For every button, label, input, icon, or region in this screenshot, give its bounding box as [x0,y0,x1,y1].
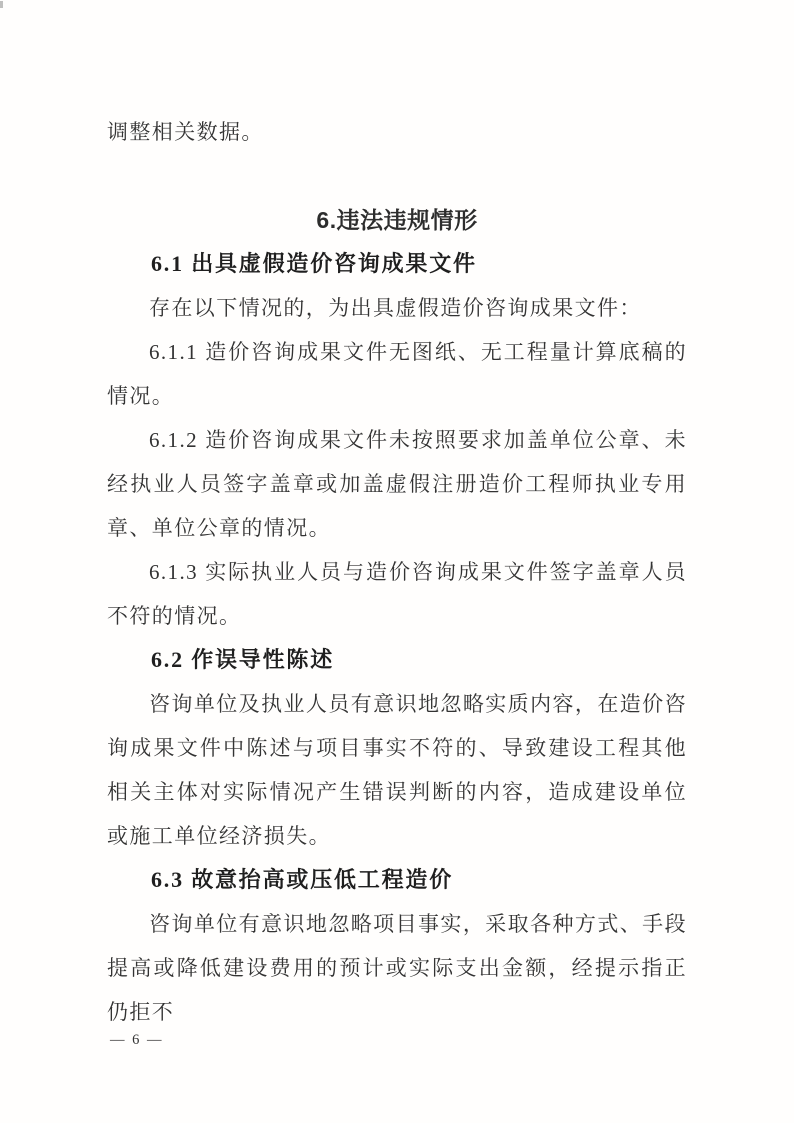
paragraph-6-3: 咨询单位有意识地忽略项目事实，采取各种方式、手段提高或降低建设费用的预计或实际支出金额，经提示指正仍拒不 [107,912,687,1024]
paragraph-6-1-intro: 存在以下情况的，为出具虚假造价咨询成果文件： [149,296,642,320]
paragraph-6-1-3: 6.1.3 实际执业人员与造价咨询成果文件签字盖章人员不符的情况。 [107,560,687,628]
chapter-heading: 6.违法违规情形 [316,207,478,233]
paragraph-6-1-1: 6.1.1 造价咨询成果文件无图纸、无工程量计算底稿的情况。 [107,340,687,408]
section-heading-6-3: 6.3 故意抬高或压低工程造价 [151,867,454,892]
scan-artifact [0,1,3,8]
section-heading-6-2: 6.2 作误导性陈述 [151,647,335,672]
section-heading-6-1: 6.1 出具虚假造价咨询成果文件 [151,251,477,276]
paragraph-intro: 调整相关数据。 [107,120,264,144]
paragraph-6-2: 咨询单位及执业人员有意识地忽略实质内容，在造价咨询成果文件中陈述与项目事实不符的、导致建设工程其他相关主体对实际情况产生错误判断的内容，造成建设单位或施工单位经济损失。 [107,692,687,848]
paragraph-6-1-2: 6.1.2 造价咨询成果文件未按照要求加盖单位公章、未经执业人员签字盖章或加盖虚假注册造价工程师执业专用章、单位公章的情况。 [107,428,687,540]
page-number: — 6 — [110,1032,164,1048]
